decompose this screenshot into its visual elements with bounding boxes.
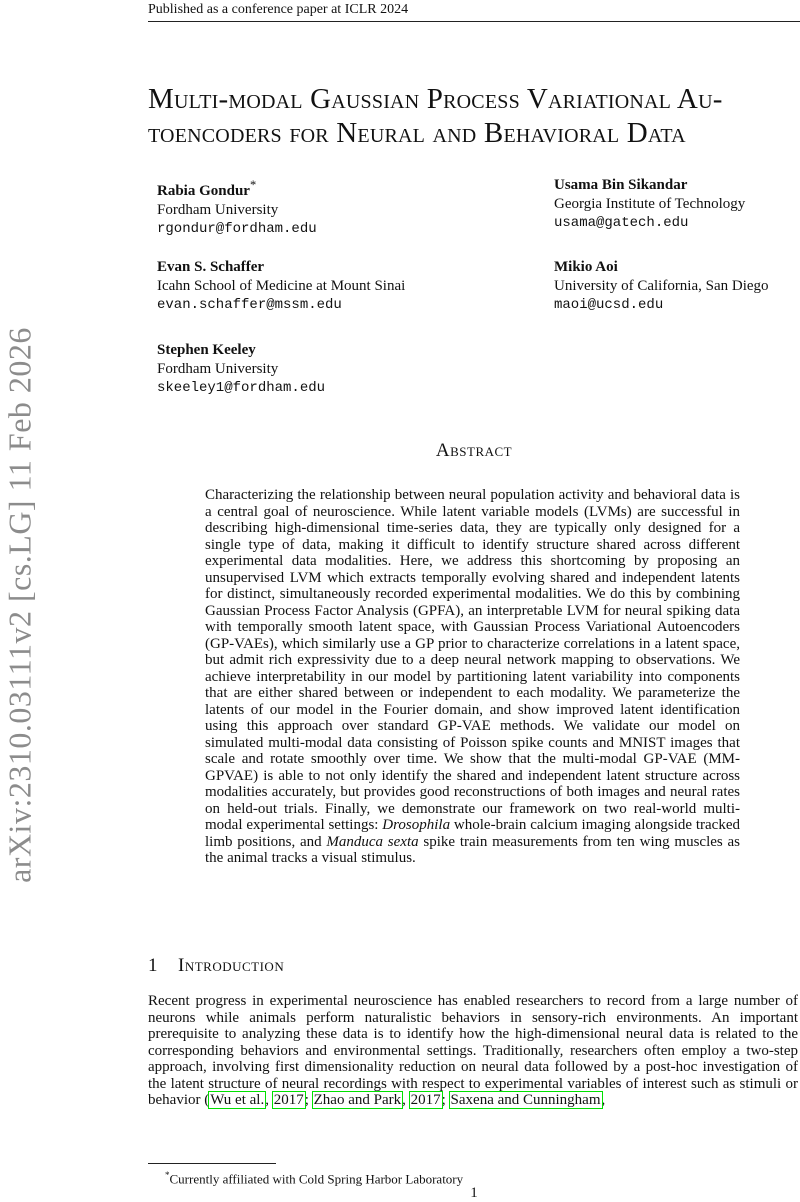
author-name: Evan S. Schaffer <box>157 259 265 275</box>
author-email[interactable]: evan.schaffer@mssm.edu <box>157 297 342 313</box>
abstract-italic-2: Manduca sexta <box>326 833 419 850</box>
citation-link[interactable]: Saxena and Cunningham <box>450 1092 601 1108</box>
citation-separator: ; <box>304 1092 313 1108</box>
author-footnote-mark[interactable]: * <box>249 178 257 192</box>
author-name: Stephen Keeley <box>157 342 256 358</box>
author-email[interactable]: rgondur@fordham.edu <box>157 221 317 237</box>
citation-link[interactable]: 2017 <box>273 1092 304 1108</box>
author-block <box>157 176 317 239</box>
author-name: Rabia Gondur <box>157 183 250 199</box>
abstract-part-2: whole-brain calcium imaging alongside tracked limb positions, and <box>205 817 740 850</box>
running-header: Published as a conference paper at ICLR 2024 <box>148 2 409 17</box>
author-name: Usama Bin Sikandar <box>554 177 688 193</box>
intro-paragraph: Recent progress in experimental neuroscience has enabled researchers to record from a large number of neurons while animals perform naturalistic behaviors in sensory-rich environments. An important prerequisite to analyzing these data is to identify how the high-dimensional neural data is related to the corresponding behaviors and environmental settings. Traditionally, researchers often employ a two-step approach, involving first dimensionality reduction on neural data followed by a post-hoc investigation of the latent structure of neural recordings with respect to experimental variables of interest such as stimuli or behavior ( <box>148 993 798 1108</box>
footnote-rule <box>148 1163 276 1164</box>
page-number: 1 <box>470 1185 478 1201</box>
citation-separator: ; <box>441 1092 450 1108</box>
author-block <box>554 258 769 315</box>
footnote-mark: * <box>165 1170 170 1180</box>
author-block <box>554 176 745 233</box>
section-heading <box>148 955 284 977</box>
author-affiliation: Fordham University <box>157 202 279 218</box>
author-affiliation: Icahn School of Medicine at Mount Sinai <box>157 278 406 294</box>
footnote-text: Currently affiliated with Cold Spring Harbor Laboratory <box>169 1171 464 1187</box>
arxiv-id[interactable]: arXiv:2310.03111v2 [cs.LG] 11 Feb 2026 <box>1 327 38 883</box>
author-affiliation: Georgia Institute of Technology <box>554 196 746 212</box>
author-email[interactable]: maoi@ucsd.edu <box>554 297 664 313</box>
section-title: Introduction <box>178 955 285 976</box>
citation-link[interactable]: Wu et al. <box>210 1092 265 1108</box>
citation-separator: , <box>601 1092 606 1108</box>
citation-separator: , <box>402 1092 410 1108</box>
citation-separator: , <box>265 1092 273 1108</box>
author-email[interactable]: usama@gatech.edu <box>554 215 689 231</box>
citation-group <box>209 1092 605 1108</box>
abstract-heading: Abstract <box>435 440 513 461</box>
abstract-part-3: spike train measurements from ten wing muscles as the animal tracks a visual stimulus. <box>205 833 741 866</box>
introduction-text <box>148 993 798 1109</box>
citation-link[interactable]: 2017 <box>410 1092 441 1108</box>
author-email[interactable]: skeeley1@fordham.edu <box>157 380 326 396</box>
author-affiliation: Fordham University <box>157 361 279 377</box>
author-affiliation: University of California, San Diego <box>554 278 769 294</box>
abstract-text <box>205 487 740 867</box>
section-number: 1 <box>148 955 158 976</box>
citation-link[interactable]: Zhao and Park <box>313 1092 402 1108</box>
arxiv-sidebar <box>0 0 40 1200</box>
title-line-2: toencoders for Neural and Behavioral Data <box>148 117 686 149</box>
abstract-part-1: Characterizing the relationship between neural population activity and behavioral data is a central goal of neuroscience. While latent variable models (LVMs) are successful in describing high-dimensional time-series data, they are typically only designed for a single type of data, making it difficult to identify structure shared across different experimental data modalities. Here, we address this shortcoming by proposing an unsupervised LVM which extracts temporally evolving shared and independent latents for distinct, simultaneously recorded experimental modalities. We do this by combining Gaussian Process Factor Analysis (GPFA), an interpretable LVM for neural spiking data with temporally smooth latent space, with Gaussian Process Variational Autoencoders (GP-VAEs), which similarly use a GP prior to characterize correlations in a latent space, but admit rich expressivity due to a deep neural network mapping to observations. We achieve interpretability in our model by partitioning latent variability into components that are either shared between or independent to each modality. We parameterize the latents of our model in the Fourier domain, and show improved latent identification using this approach over standard GP-VAE methods. We validate our model on simulated multi-modal data consisting of Poisson spike counts and MNIST images that scale and rotate smoothly over time. We show that the multi-modal GP-VAE (MM-GPVAE) is able to not only identify the shared and independent latent structure across modalities accurately, but provides good reconstructions of both images and neural rates on held-out trials. Finally, we demonstrate our framework on two real-world multi-modal experimental settings: <box>205 487 740 833</box>
header-rule <box>148 21 800 22</box>
author-block <box>157 258 405 315</box>
abstract-italic-1: Drosophila <box>382 817 451 833</box>
author-name: Mikio Aoi <box>554 259 618 275</box>
paper-title <box>148 82 800 150</box>
title-line-1: Multi-modal Gaussian Process Variational Au- <box>148 83 723 115</box>
author-block <box>157 341 325 398</box>
